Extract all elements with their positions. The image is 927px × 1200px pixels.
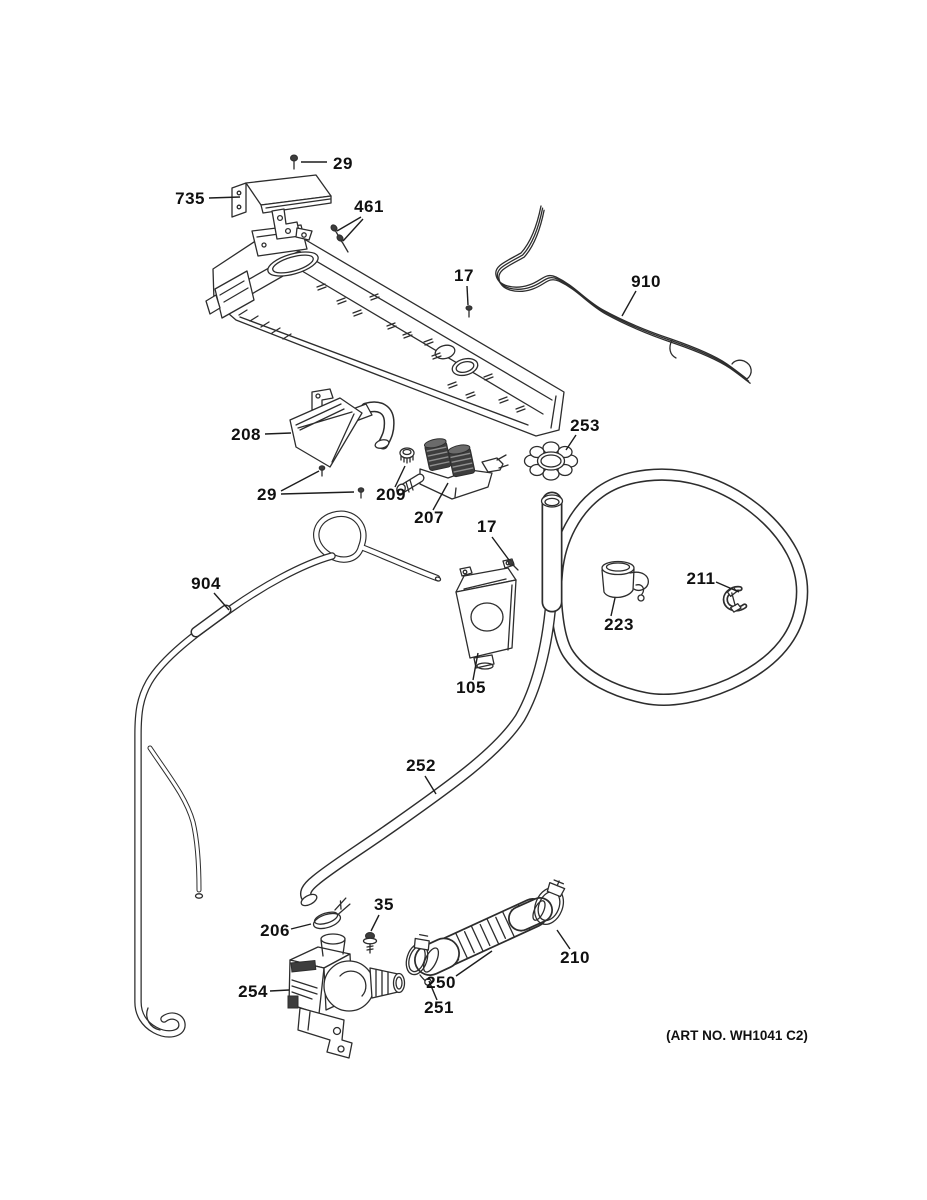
callout-leader-206 bbox=[291, 924, 311, 929]
pressure-hose-904 bbox=[138, 514, 441, 1034]
callout-leader-35 bbox=[371, 915, 379, 931]
water-valve-207 bbox=[395, 433, 508, 499]
grommet-209 bbox=[400, 448, 414, 463]
callout-leader-252 bbox=[425, 776, 436, 794]
callout-250: 250 bbox=[426, 973, 456, 992]
drain-hose-loop bbox=[556, 475, 802, 700]
corrugated-hose-250 bbox=[421, 899, 548, 974]
callout-910: 910 bbox=[631, 272, 661, 291]
callout-904: 904 bbox=[191, 574, 221, 593]
callout-252: 252 bbox=[406, 756, 436, 775]
callout-leader-17-mid bbox=[492, 537, 509, 560]
pressure-chamber-105 bbox=[456, 559, 516, 669]
callout-105: 105 bbox=[456, 678, 486, 697]
star-nut-253 bbox=[525, 442, 578, 480]
screw-17-top bbox=[466, 306, 472, 317]
art-no: (ART NO. WH1041 C2) bbox=[666, 1028, 808, 1043]
callout-207: 207 bbox=[414, 508, 444, 527]
funnel-208 bbox=[290, 389, 390, 467]
screw-35 bbox=[364, 933, 377, 954]
callout-29-top: 29 bbox=[333, 154, 353, 173]
callout-17-top: 17 bbox=[454, 266, 474, 285]
bracket-735 bbox=[232, 175, 331, 240]
callout-leader-461 bbox=[337, 217, 361, 231]
wire-harness-910 bbox=[496, 206, 751, 383]
callout-leader-254 bbox=[270, 990, 289, 991]
callout-leader-910 bbox=[622, 291, 636, 316]
callout-leader-208 bbox=[265, 433, 291, 434]
callout-leader-223 bbox=[611, 598, 615, 616]
callout-leader-29-mid bbox=[281, 471, 319, 491]
callout-735: 735 bbox=[175, 189, 205, 208]
callout-leader-253 bbox=[566, 435, 576, 450]
clamp-223 bbox=[602, 562, 648, 602]
callout-29-mid: 29 bbox=[257, 485, 277, 504]
callout-35: 35 bbox=[374, 895, 394, 914]
callout-leader-210 bbox=[557, 930, 570, 949]
callout-211: 211 bbox=[686, 569, 716, 588]
callout-leader-735 bbox=[209, 197, 240, 198]
drain-pump-254 bbox=[288, 934, 405, 1058]
callout-leader-17-top bbox=[467, 286, 468, 305]
screw-29-top bbox=[291, 155, 298, 169]
callout-254: 254 bbox=[238, 982, 268, 1001]
callout-253: 253 bbox=[570, 416, 600, 435]
callout-209: 209 bbox=[376, 485, 406, 504]
callout-17-mid: 17 bbox=[477, 517, 497, 536]
callout-251: 251 bbox=[424, 998, 454, 1017]
callout-461: 461 bbox=[354, 197, 384, 216]
callout-206: 206 bbox=[260, 921, 290, 940]
callout-210: 210 bbox=[560, 948, 590, 967]
callout-208: 208 bbox=[231, 425, 261, 444]
callout-223: 223 bbox=[604, 615, 634, 634]
clamp-206 bbox=[309, 897, 355, 931]
callout-leader-29-mid bbox=[281, 492, 354, 494]
